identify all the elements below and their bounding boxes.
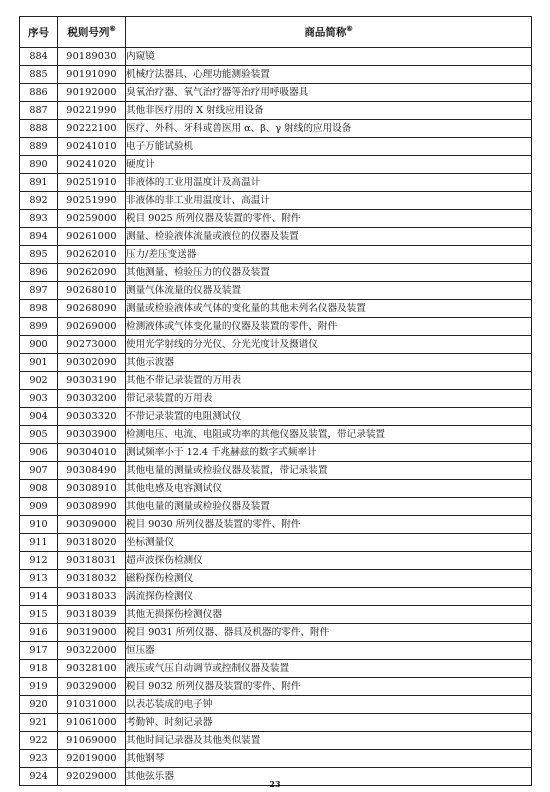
tariff-code-cell: 90189030 xyxy=(58,48,126,66)
table-row xyxy=(20,516,532,534)
serial-number-cell: 886 xyxy=(20,84,58,102)
table-row xyxy=(20,480,532,498)
tariff-code-cell: 90328100 xyxy=(58,660,126,678)
table-row xyxy=(20,390,532,408)
tariff-code-cell: 90259000 xyxy=(58,210,126,228)
table-row xyxy=(20,192,532,210)
table-row xyxy=(20,606,532,624)
table-row xyxy=(20,282,532,300)
tariff-code-cell: 90268090 xyxy=(58,300,126,318)
serial-number-cell: 907 xyxy=(20,462,58,480)
product-name-cell: 测量、检验液体流量或液位的仪器及装置 xyxy=(126,228,532,246)
serial-number-cell: 902 xyxy=(20,372,58,390)
tariff-code-cell: 90262010 xyxy=(58,246,126,264)
tariff-code-cell: 90268010 xyxy=(58,282,126,300)
tariff-code-cell: 91061000 xyxy=(58,714,126,732)
product-name-cell: 检测液体或气体变化量的仪器及装置的零件、附件 xyxy=(126,318,532,336)
product-name-cell: 磁粉探伤检测仪 xyxy=(126,570,532,588)
table-row xyxy=(20,534,532,552)
tariff-code-cell: 90308990 xyxy=(58,498,126,516)
serial-number-cell: 917 xyxy=(20,642,58,660)
serial-number-cell: 888 xyxy=(20,120,58,138)
table-row xyxy=(20,174,532,192)
footnote-mark: ⑥ xyxy=(346,24,353,34)
table-row xyxy=(20,444,532,462)
serial-number-cell: 900 xyxy=(20,336,58,354)
product-name-cell: 电子万能试验机 xyxy=(126,138,532,156)
tariff-code-cell: 92029000 xyxy=(58,768,126,786)
footnote-mark: ⑥ xyxy=(109,24,116,34)
serial-number-cell: 884 xyxy=(20,48,58,66)
serial-number-cell: 922 xyxy=(20,732,58,750)
tariff-code-cell: 90322000 xyxy=(58,642,126,660)
serial-number-cell: 887 xyxy=(20,102,58,120)
serial-number-cell: 908 xyxy=(20,480,58,498)
product-name-cell: 坐标测量仪 xyxy=(126,534,532,552)
serial-number-cell: 897 xyxy=(20,282,58,300)
product-name-cell: 其他电量的测量或检验仪器及装置 xyxy=(126,498,532,516)
serial-number-cell: 892 xyxy=(20,192,58,210)
tariff-code-cell: 91031000 xyxy=(58,696,126,714)
tariff-code-cell: 90304010 xyxy=(58,444,126,462)
tariff-code-cell: 90251990 xyxy=(58,192,126,210)
serial-number-cell: 912 xyxy=(20,552,58,570)
serial-number-cell: 891 xyxy=(20,174,58,192)
product-name-cell: 其他测量、检验压力的仪器及装置 xyxy=(126,264,532,282)
product-name-cell: 医疗、外科、牙科或兽医用 α、β、γ 射线的应用设备 xyxy=(126,120,532,138)
table-row xyxy=(20,642,532,660)
product-name-cell: 超声波探伤检测仪 xyxy=(126,552,532,570)
product-name-cell: 液压或气压自动调节或控制仪器及装置 xyxy=(126,660,532,678)
tariff-code-cell: 90308910 xyxy=(58,480,126,498)
serial-number-cell: 893 xyxy=(20,210,58,228)
product-name-cell: 测量或检验液体或气体的变化量的其他未列名仪器及装置 xyxy=(126,300,532,318)
table-body xyxy=(20,48,532,786)
table-row xyxy=(20,588,532,606)
product-name-cell: 其他时间记录器及其他类似装置 xyxy=(126,732,532,750)
serial-number-cell: 915 xyxy=(20,606,58,624)
table-row xyxy=(20,102,532,120)
table-row xyxy=(20,66,532,84)
table-row xyxy=(20,678,532,696)
product-name-cell: 不带记录装置的电阻测试仪 xyxy=(126,408,532,426)
serial-number-cell: 898 xyxy=(20,300,58,318)
serial-number-cell: 924 xyxy=(20,768,58,786)
serial-number-cell: 909 xyxy=(20,498,58,516)
table-row xyxy=(20,426,532,444)
product-name-cell: 以表芯装成的电子钟 xyxy=(126,696,532,714)
product-name-cell: 测试频率小于 12.4 千兆赫兹的数字式频率计 xyxy=(126,444,532,462)
product-name-cell: 使用光学射线的分光仪、分光光度计及摄谱仪 xyxy=(126,336,532,354)
product-name-cell: 内窥镜 xyxy=(126,48,532,66)
header-serial-number: 序号 xyxy=(20,17,58,48)
product-name-cell: 压力/差压变送器 xyxy=(126,246,532,264)
product-name-cell: 税目 9031 所列仪器、器具及机器的零件、附件 xyxy=(126,624,532,642)
product-name-cell: 考勤钟、时刻记录器 xyxy=(126,714,532,732)
table-row xyxy=(20,624,532,642)
product-name-cell: 涡流探伤检测仪 xyxy=(126,588,532,606)
table-row xyxy=(20,552,532,570)
serial-number-cell: 906 xyxy=(20,444,58,462)
tariff-code-cell: 90303190 xyxy=(58,372,126,390)
tariff-code-cell: 92019000 xyxy=(58,750,126,768)
tariff-code-cell: 90309000 xyxy=(58,516,126,534)
tariff-code-cell: 90318039 xyxy=(58,606,126,624)
product-name-cell: 税目 9025 所列仪器及装置的零件、附件 xyxy=(126,210,532,228)
product-name-cell: 其他弦乐器 xyxy=(126,768,532,786)
table-row xyxy=(20,462,532,480)
table-row xyxy=(20,570,532,588)
tariff-code-cell: 90329000 xyxy=(58,678,126,696)
product-name-cell: 机械疗法器具、心理功能测验装置 xyxy=(126,66,532,84)
tariff-code-cell: 90318031 xyxy=(58,552,126,570)
table-row xyxy=(20,246,532,264)
tariff-code-cell: 90273000 xyxy=(58,336,126,354)
serial-number-cell: 919 xyxy=(20,678,58,696)
table-row xyxy=(20,48,532,66)
table-row xyxy=(20,138,532,156)
product-name-cell: 测量气体流量的仪器及装置 xyxy=(126,282,532,300)
serial-number-cell: 899 xyxy=(20,318,58,336)
table-row xyxy=(20,714,532,732)
product-name-cell: 其他非医疗用的 X 射线应用设备 xyxy=(126,102,532,120)
tariff-code-cell: 90251910 xyxy=(58,174,126,192)
table-row xyxy=(20,264,532,282)
product-name-cell: 其他无损探伤检测仪器 xyxy=(126,606,532,624)
table-row xyxy=(20,354,532,372)
header-product-name: 商品简称⑥ xyxy=(126,17,532,48)
serial-number-cell: 901 xyxy=(20,354,58,372)
serial-number-cell: 889 xyxy=(20,138,58,156)
serial-number-cell: 918 xyxy=(20,660,58,678)
product-name-cell: 其他不带记录装置的万用表 xyxy=(126,372,532,390)
product-name-cell: 臭氧治疗器、氧气治疗器等治疗用呼吸器具 xyxy=(126,84,532,102)
tariff-code-cell: 90308490 xyxy=(58,462,126,480)
tariff-code-cell: 90319000 xyxy=(58,624,126,642)
serial-number-cell: 905 xyxy=(20,426,58,444)
table-row xyxy=(20,318,532,336)
tariff-code-cell: 90222100 xyxy=(58,120,126,138)
product-name-cell: 税目 9032 所列仪器及装置的零件、附件 xyxy=(126,678,532,696)
tariff-code-cell: 90318033 xyxy=(58,588,126,606)
serial-number-cell: 885 xyxy=(20,66,58,84)
tariff-code-cell: 90241020 xyxy=(58,156,126,174)
tariff-code-cell: 90191090 xyxy=(58,66,126,84)
table-row xyxy=(20,408,532,426)
serial-number-cell: 895 xyxy=(20,246,58,264)
table-row xyxy=(20,84,532,102)
table-row xyxy=(20,696,532,714)
tariff-code-cell: 90302090 xyxy=(58,354,126,372)
header-tariff-code: 税则号列⑥ xyxy=(58,17,126,48)
serial-number-cell: 923 xyxy=(20,750,58,768)
tariff-code-cell: 90303200 xyxy=(58,390,126,408)
tariff-code-cell: 90318020 xyxy=(58,534,126,552)
tariff-code-cell: 90262090 xyxy=(58,264,126,282)
tariff-code-cell: 90303900 xyxy=(58,426,126,444)
table-row xyxy=(20,732,532,750)
serial-number-cell: 913 xyxy=(20,570,58,588)
serial-number-cell: 904 xyxy=(20,408,58,426)
table-row xyxy=(20,336,532,354)
serial-number-cell: 921 xyxy=(20,714,58,732)
table-header xyxy=(20,17,532,48)
serial-number-cell: 911 xyxy=(20,534,58,552)
tariff-code-cell: 91069000 xyxy=(58,732,126,750)
table-row xyxy=(20,498,532,516)
tariff-code-cell: 90261000 xyxy=(58,228,126,246)
product-name-cell: 硬度计 xyxy=(126,156,532,174)
table-row xyxy=(20,372,532,390)
serial-number-cell: 890 xyxy=(20,156,58,174)
page-number: 23 xyxy=(269,779,281,789)
product-name-cell: 其他电感及电容测试仪 xyxy=(126,480,532,498)
product-name-cell: 其他示波器 xyxy=(126,354,532,372)
product-name-cell: 检测电压、电流、电阻或功率的其他仪器及装置，带记录装置 xyxy=(126,426,532,444)
product-name-cell: 其他钢琴 xyxy=(126,750,532,768)
product-name-cell: 其他电量的测量或检验仪器及装置，带记录装置 xyxy=(126,462,532,480)
tariff-code-cell: 90269000 xyxy=(58,318,126,336)
table-row xyxy=(20,210,532,228)
serial-number-cell: 896 xyxy=(20,264,58,282)
product-name-cell: 带记录装置的万用表 xyxy=(126,390,532,408)
table-row xyxy=(20,156,532,174)
product-name-cell: 非液体的工业用温度计及高温计 xyxy=(126,174,532,192)
product-name-cell: 非液体的非工业用温度计、高温计 xyxy=(126,192,532,210)
serial-number-cell: 903 xyxy=(20,390,58,408)
serial-number-cell: 916 xyxy=(20,624,58,642)
table-row xyxy=(20,660,532,678)
table-row xyxy=(20,750,532,768)
tariff-code-cell: 90318032 xyxy=(58,570,126,588)
serial-number-cell: 914 xyxy=(20,588,58,606)
table-row xyxy=(20,228,532,246)
serial-number-cell: 894 xyxy=(20,228,58,246)
serial-number-cell: 920 xyxy=(20,696,58,714)
tariff-code-cell: 90192000 xyxy=(58,84,126,102)
tariff-table xyxy=(19,16,532,786)
product-name-cell: 恒压器 xyxy=(126,642,532,660)
tariff-code-cell: 90241010 xyxy=(58,138,126,156)
table-row xyxy=(20,120,532,138)
table-row xyxy=(20,300,532,318)
product-name-cell: 税目 9030 所列仪器及装置的零件、附件 xyxy=(126,516,532,534)
serial-number-cell: 910 xyxy=(20,516,58,534)
tariff-code-cell: 90303320 xyxy=(58,408,126,426)
tariff-code-cell: 90221990 xyxy=(58,102,126,120)
